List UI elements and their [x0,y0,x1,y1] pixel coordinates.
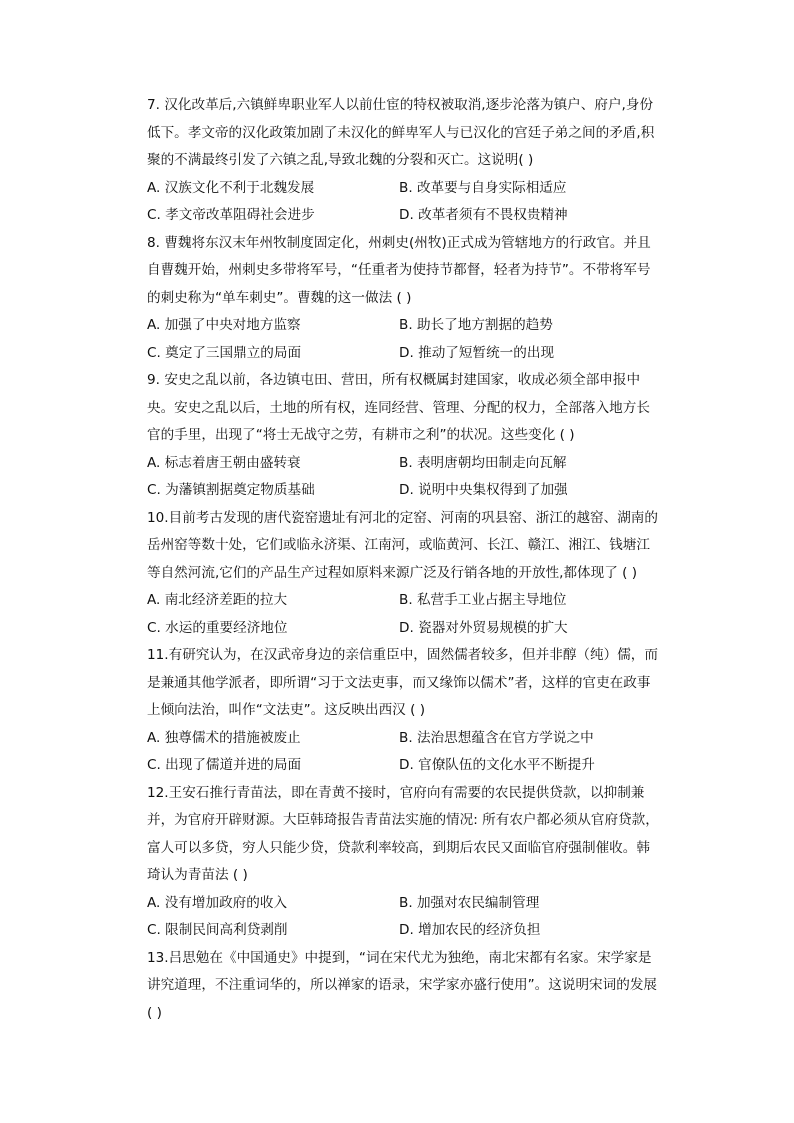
question-11 [147,642,663,780]
question-stem [147,642,663,725]
question-number: 13. [147,949,169,966]
option-b[interactable]: B. 表明唐朝均田制走向瓦解 [399,454,567,471]
option-b[interactable]: B. 改革要与自身实际相适应 [399,179,567,196]
options [147,450,663,505]
question-number: 8. [147,234,160,251]
question-10 [147,505,663,643]
option-c[interactable]: C. 水运的重要经济地位 [147,619,288,636]
question-text: 目前考古发现的唐代瓷窑遗址有河北的定窑、河南的巩县窑、浙江的越窑、湖南的岳州窑等数十处，它们或临永济渠、江南河，或临黄河、长江、赣江、湘江、钱塘江等自然河流,它们的产品生产过程如原料来源广泛及行销各地的开放性,都体现了 ( ) [147,509,658,581]
options [147,725,663,780]
option-d[interactable]: D. 官僚队伍的文化水平不断提升 [399,757,595,773]
option-a[interactable]: A. 加强了中央对地方监察 [147,317,301,333]
option-b[interactable]: B. 助长了地方割据的趋势 [399,317,553,333]
option-a[interactable]: A. 汉族文化不利于北魏发展 [147,179,315,196]
question-9 [147,367,663,505]
question-13 [147,945,663,1028]
option-b[interactable]: B. 加强对农民编制管理 [399,894,540,911]
option-c[interactable]: C. 为藩镇割据奠定物质基础 [147,482,315,498]
question-stem [147,92,663,175]
option-d[interactable]: D. 说明中央集权得到了加强 [399,482,568,498]
question-text: 有研究认为，在汉武帝身边的亲信重臣中，固然儒者较多，但并非醇（纯）儒，而是兼通其他学派者，即所谓“习于文法吏事，而又缘饰以儒术”者，这样的官吏在政事上倾向法治，叫作“文法吏”。这反映出西汉 ( ) [147,647,658,718]
question-list [147,92,663,1027]
option-c[interactable]: C. 奠定了三国鼎立的局面 [147,344,302,361]
question-text: 曹魏将东汉末年州牧制度固定化，州刺史(州牧)正式成为管辖地方的行政官。并且自曹魏开始，州刺史多带将军号，“任重者为使持节都督，轻者为持节”。不带将军号的刺史称为“单车刺史”。曹魏的这一做法 ( ) [147,234,651,306]
question-stem [147,230,663,313]
option-c[interactable]: C. 出现了儒道并进的局面 [147,757,302,773]
question-7 [147,92,663,230]
option-d[interactable]: D. 瓷器对外贸易规模的扩大 [399,619,568,636]
question-stem [147,780,663,890]
question-text: 汉化改革后,六镇鲜卑职业军人以前仕宦的特权被取消,逐步沦落为镇户、府户,身份低下。孝文帝的汉化政策加剧了未汉化的鲜卑军人与已汉化的宫廷子弟之间的矛盾,积聚的不满最终引发了六镇之乱,导致北魏的分裂和灭亡。这说明( ) [147,97,655,168]
question-text: 安史之乱以前，各边镇屯田、营田，所有权概属封建国家，收成必须全部申报中央。安史之乱以后，土地的所有权，连同经营、管理、分配的权力，全部落入地方长官的手里，出现了“将士无战守之劳，有耕市之利”的状况。这些变化 ( ) [147,372,650,443]
question-stem [147,367,663,450]
question-8 [147,230,663,368]
question-text: 吕思勉在《中国通史》中提到，“词在宋代尤为独绝，南北宋都有名家。宋学家是讲究道理，不注重词华的，所以禅家的语录，宋学家亦盛行使用”。这说明宋词的发展 ( ) [147,949,658,1021]
options [147,890,663,945]
option-a[interactable]: A. 没有增加政府的收入 [147,894,288,911]
option-c[interactable]: C. 孝文帝改革阻碍社会进步 [147,207,315,223]
options [147,175,663,230]
options [147,312,663,367]
question-number: 12. [147,784,169,801]
question-stem [147,505,663,588]
question-number: 9. [147,372,160,388]
option-a[interactable]: A. 独尊儒术的措施被废止 [147,729,301,746]
question-stem [147,945,663,1028]
option-b[interactable]: B. 法治思想蕴含在官方学说之中 [399,729,594,746]
option-d[interactable]: D. 推动了短暂统一的出现 [399,344,555,361]
option-a[interactable]: A. 南北经济差距的拉大 [147,592,288,608]
question-text: 王安石推行青苗法，即在青黄不接时，官府向有需要的农民提供贷款，以抑制兼并，为官府开辟财源。大臣韩琦报告青苗法实施的情况: 所有农户都必须从官府贷款，富人可以多贷，穷人只能少贷，贷款利率较高，到期后农民又面临官府强制催收。韩琦认为青苗法 ( ) [147,784,659,883]
question-number: 11. [147,647,169,663]
option-a[interactable]: A. 标志着唐王朝由盛转衰 [147,454,301,471]
option-d[interactable]: D. 改革者须有不畏权贵精神 [399,207,568,223]
options [147,587,663,642]
option-c[interactable]: C. 限制民间高利贷剥削 [147,922,288,938]
question-number: 10. [147,509,169,526]
question-12 [147,780,663,945]
option-d[interactable]: D. 增加农民的经济负担 [399,922,541,938]
option-b[interactable]: B. 私营手工业占据主导地位 [399,592,567,608]
question-number: 7. [147,97,160,113]
